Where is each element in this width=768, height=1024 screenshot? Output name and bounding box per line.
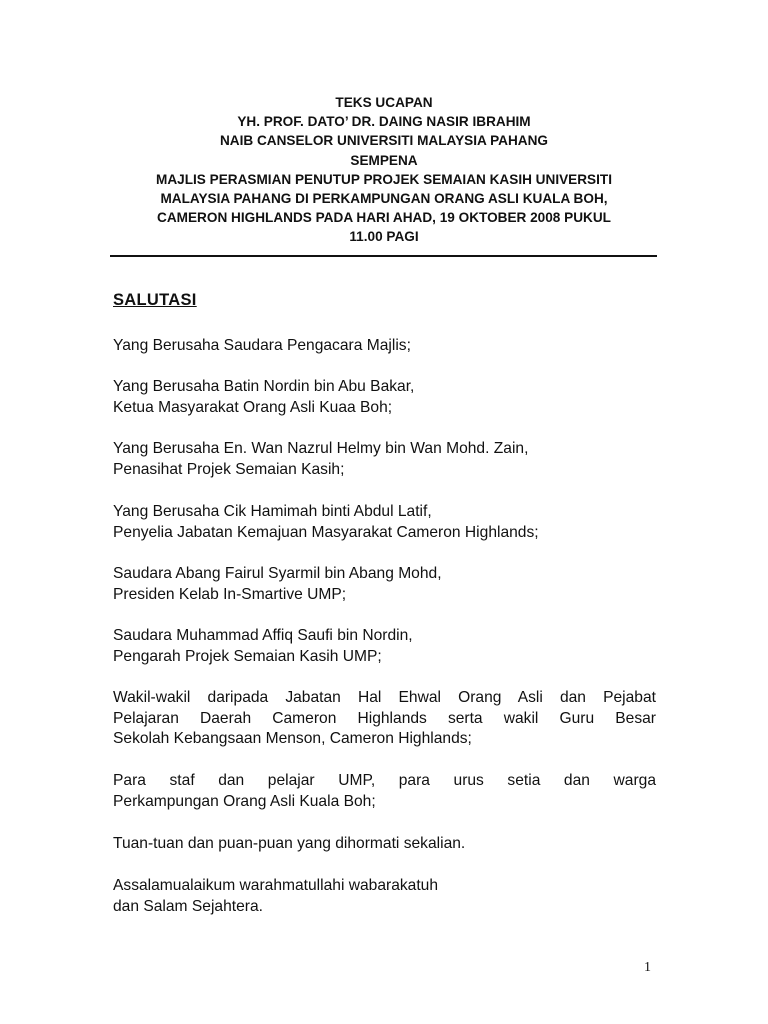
section-heading: SALUTASI (113, 291, 197, 309)
title-line: NAIB CANSELOR UNIVERSITI MALAYSIA PAHANG (219, 133, 549, 149)
paragraph-line: Yang Berusaha En. Wan Nazrul Helmy bin Wan Mohd. Zain, (113, 440, 529, 457)
salutation-paragraph (113, 771, 656, 812)
paragraph-line: dan Salam Sejahtera. (113, 897, 263, 915)
paragraph-line: Presiden Kelab In-Smartive UMP; (113, 585, 347, 603)
paragraph-line: Yang Berusaha Saudara Pengacara Majlis; (113, 337, 411, 354)
paragraph-line: Sekolah Kebangsaan Menson, Cameron Highlands; (113, 730, 472, 748)
title-line: 11.00 PAGI (349, 229, 419, 245)
salutation-paragraph (113, 876, 656, 917)
paragraph-line: Yang Berusaha Batin Nordin bin Abu Bakar, (113, 378, 415, 395)
salutation-paragraph (113, 377, 656, 418)
title-line: MAJLIS PERASMIAN PENUTUP PROJEK SEMAIAN KASIH UNIVERSITI (156, 171, 612, 187)
paragraph-line: Pelajaran Daerah Cameron Highlands serta wakil Guru Besar (113, 709, 656, 727)
paragraph-line: Ketua Masyarakat Orang Asli Kuaa Boh; (113, 398, 393, 416)
title-line: TEKS UCAPAN (335, 95, 433, 110)
salutation-paragraph (113, 688, 656, 750)
salutation-paragraph (113, 439, 656, 480)
paragraph-line: Tuan-tuan dan puan-puan yang dihormati sekalian. (113, 835, 466, 852)
paragraph-line: Para staf dan pelajar UMP, para urus setia dan warga (113, 772, 656, 789)
paragraph-line: Pengarah Projek Semaian Kasih UMP; (113, 647, 382, 665)
title-line: CAMERON HIGHLANDS PADA HARI AHAD, 19 OKTOBER 2008 PUKUL (157, 210, 611, 226)
salutation-paragraph (113, 564, 656, 605)
title-line: YH. PROF. DATO’ DR. DAING NASIR IBRAHIM (237, 114, 531, 130)
paragraph-line: Wakil-wakil daripada Jabatan Hal Ehwal Orang Asli dan Pejabat (113, 689, 656, 706)
salutation-paragraph (113, 626, 656, 667)
paragraph-line: Assalamualaikum warahmatullahi wabarakatuh (113, 877, 439, 894)
page-number: 1 (644, 960, 651, 975)
salutation-paragraph (113, 336, 656, 357)
paragraph-line: Saudara Abang Fairul Syarmil bin Abang Mohd, (113, 565, 442, 582)
paragraph-line: Saudara Muhammad Affiq Saufi bin Nordin, (113, 627, 413, 644)
salutation-paragraph (113, 502, 656, 543)
title-divider (110, 255, 657, 257)
title-line: MALAYSIA PAHANG DI PERKAMPUNGAN ORANG ASLI KUALA BOH, (160, 191, 608, 207)
paragraph-line: Yang Berusaha Cik Hamimah binti Abdul Latif, (113, 503, 432, 520)
speech-title (110, 93, 658, 247)
paragraph-line: Penyelia Jabatan Kemajuan Masyarakat Cameron Highlands; (113, 523, 539, 541)
salutation-paragraph (113, 834, 656, 855)
title-line: SEMPENA (350, 152, 418, 168)
paragraph-line: Penasihat Projek Semaian Kasih; (113, 460, 345, 478)
paragraph-line: Perkampungan Orang Asli Kuala Boh; (113, 792, 376, 810)
